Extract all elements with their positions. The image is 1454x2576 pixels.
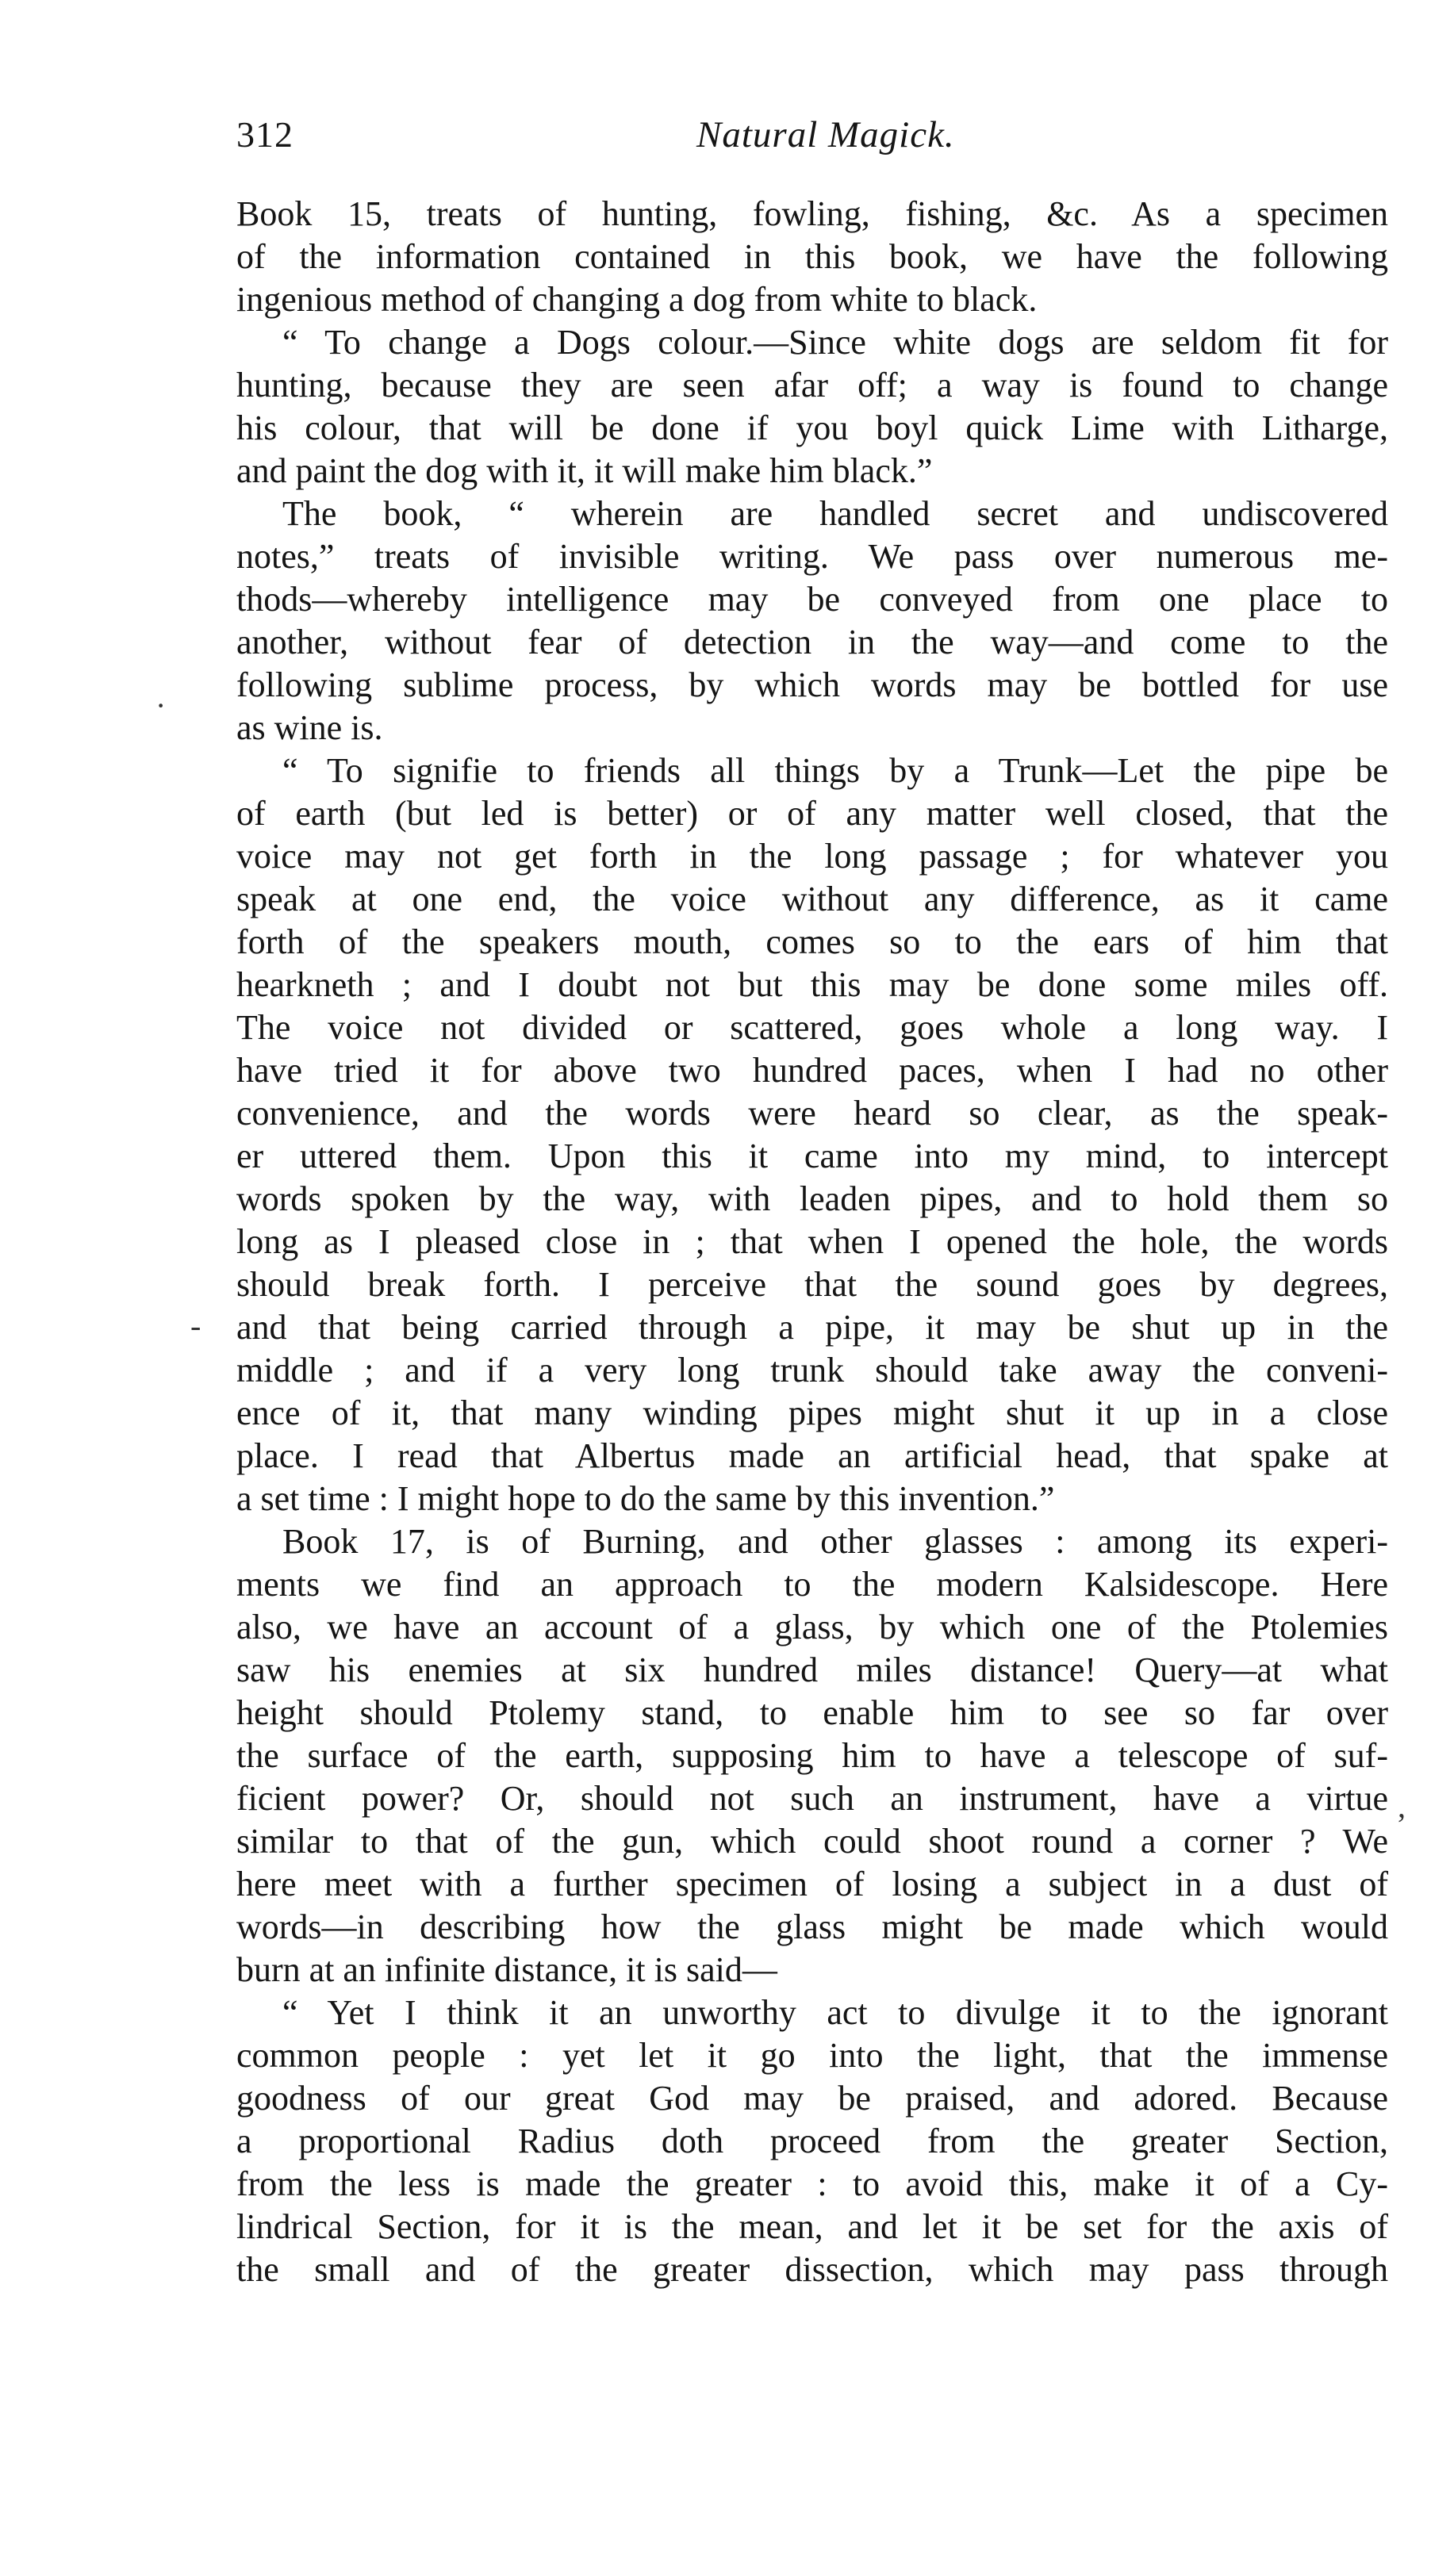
text-line: his colour, that will be done if you boyl quick Lime with Litharge, [236, 408, 1388, 447]
text-line: similar to that of the gun, which could shoot round a corner ? We [236, 1822, 1388, 1861]
text-line: of the information contained in this book, we have the following [236, 237, 1388, 276]
body-text [236, 193, 1388, 2291]
text-line: Book 17, is of Burning, and other glasses : among its experi- [282, 1522, 1388, 1561]
text-line: convenience, and the words were heard so clear, as the speak- [236, 1094, 1388, 1133]
text-line: the small and of the greater dissection, which may pass through [236, 2250, 1388, 2289]
text-line: words—in describing how the glass might be made which would [236, 1907, 1388, 1946]
margin-mark: - [190, 1308, 201, 1344]
text-line: height should Ptolemy stand, to enable him to see so far over [236, 1693, 1388, 1732]
text-line: ence of it, that many winding pipes might shut it up in a close [236, 1393, 1388, 1432]
text-line: the surface of the earth, supposing him to have a telescope of suf- [236, 1736, 1388, 1775]
text-line: ingenious method of changing a dog from white to black. [236, 280, 1038, 319]
text-line: hearkneth ; and I doubt not but this may be done some miles off. [236, 965, 1388, 1004]
text-line: forth of the speakers mouth, comes so to the ears of him that [236, 922, 1388, 961]
text-line: of earth (but led is better) or of any matter well closed, that the [236, 794, 1388, 833]
text-line: er uttered them. Upon this it came into my mind, to intercept [236, 1137, 1388, 1175]
text-line: here meet with a further specimen of losing a subject in a dust of [236, 1865, 1388, 1903]
text-line: long as I pleased close in ; that when I opened the hole, the words [236, 1222, 1388, 1261]
text-line: saw his enemies at six hundred miles distance! Query—at what [236, 1650, 1388, 1689]
text-line: also, we have an account of a glass, by which one of the Ptolemies [236, 1608, 1388, 1646]
text-line: goodness of our great God may be praised, and adored. Because [236, 2079, 1388, 2118]
text-line: as wine is. [236, 708, 383, 747]
text-line: middle ; and if a very long trunk should take away the conveni- [236, 1351, 1388, 1390]
text-line: speak at one end, the voice without any difference, as it came [236, 880, 1388, 918]
page-header [236, 111, 1388, 167]
text-line: Book 15, treats of hunting, fowling, fishing, &c. As a specimen [236, 194, 1388, 233]
margin-mark: , [1398, 1788, 1406, 1824]
text-line: and paint the dog with it, it will make him black.” [236, 451, 933, 490]
text-line: lindrical Section, for it is the mean, and let it be set for the axis of [236, 2207, 1388, 2246]
text-line: a proportional Radius doth proceed from the greater Section, [236, 2122, 1388, 2160]
text-line: The book, “ wherein are handled secret and undiscovered [282, 494, 1388, 533]
text-line: place. I read that Albertus made an artificial head, that spake at [236, 1436, 1388, 1475]
text-line: words spoken by the way, with leaden pipes, and to hold them so [236, 1179, 1388, 1218]
text-line: voice may not get forth in the long passage ; for whatever you [236, 837, 1388, 876]
text-line: hunting, because they are seen afar off; a way is found to change [236, 366, 1388, 404]
text-line: The voice not divided or scattered, goes whole a long way. I [236, 1008, 1388, 1047]
text-line: ficient power? Or, should not such an instrument, have a virtue [236, 1779, 1388, 1818]
text-line: “ To signifie to friends all things by a Trunk—Let the pipe be [282, 751, 1388, 790]
text-line: ments we find an approach to the modern Kalsidescope. Here [236, 1565, 1388, 1604]
text-line: from the less is made the greater : to avoid this, make it of a Cy- [236, 2164, 1388, 2203]
text-line: following sublime process, by which words may be bottled for use [236, 665, 1388, 704]
text-line: common people : yet let it go into the light, that the immense [236, 2036, 1388, 2075]
text-line: “ Yet I think it an unworthy act to divulge it to the ignorant [282, 1993, 1388, 2032]
text-line: burn at an infinite distance, it is said— [236, 1950, 777, 1989]
text-line: a set time : I might hope to do the same by this invention.” [236, 1479, 1055, 1518]
text-line: and that being carried through a pipe, it may be shut up in the [236, 1308, 1388, 1347]
text-line: thods—whereby intelligence may be conveyed from one place to [236, 580, 1388, 619]
margin-mark: · [155, 688, 167, 723]
text-line: should break forth. I perceive that the sound goes by degrees, [236, 1265, 1388, 1304]
text-line: notes,” treats of invisible writing. We pass over numerous me- [236, 537, 1388, 576]
text-line: another, without fear of detection in the way—and come to the [236, 623, 1388, 661]
text-line: have tried it for above two hundred paces, when I had no other [236, 1051, 1388, 1090]
running-head: Natural Magick. [696, 114, 955, 155]
text-line: “ To change a Dogs colour.—Since white dogs are seldom fit for [282, 323, 1388, 362]
page-number: 312 [236, 114, 293, 155]
